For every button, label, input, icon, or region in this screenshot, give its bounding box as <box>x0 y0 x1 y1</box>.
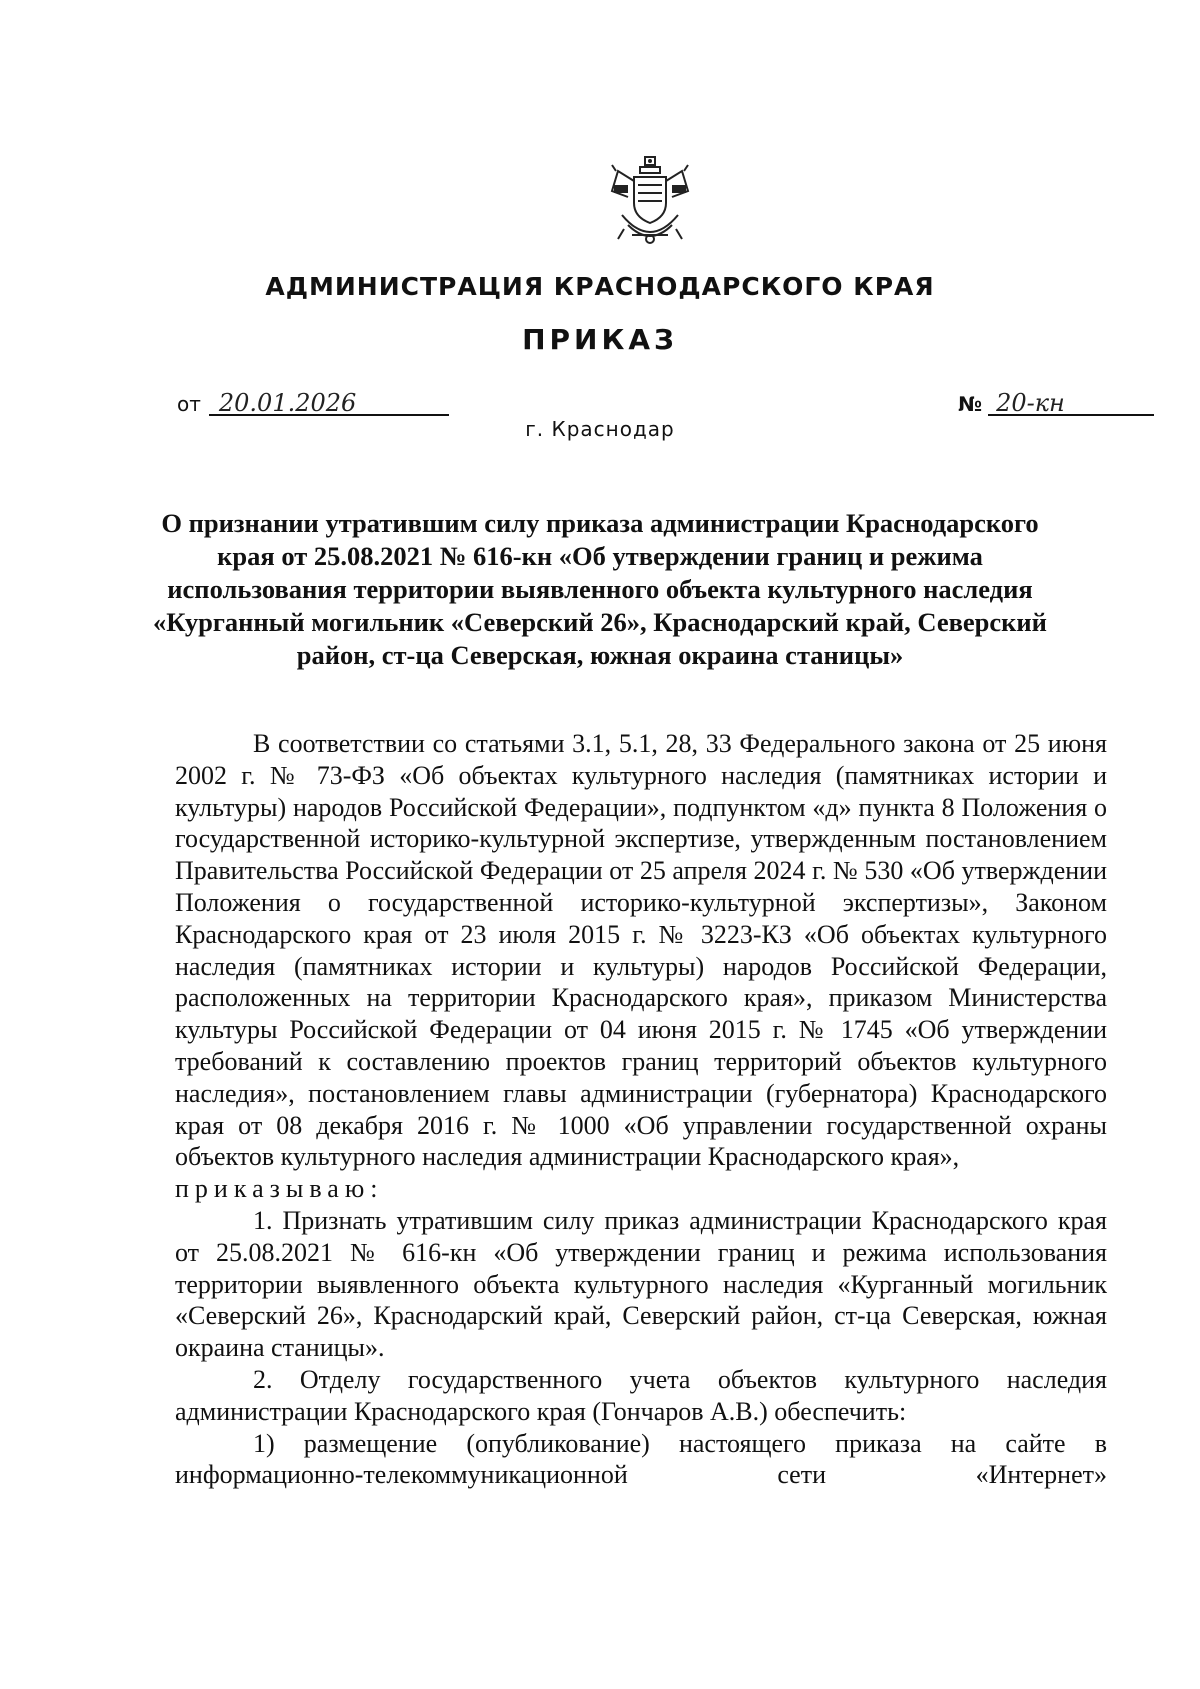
preamble-paragraph: В соответствии со статьями 3.1, 5.1, 28, 33 Федерального закона от 25 июня 2002 г. № 73-ФЗ «Об объектах культурного наследия (памятниках истории и культуры) народов Российской Федерации», подпунктом «д» пункта 8 Положения о государственной историко-культурной экспертизе, утвержденным постановлением Правительства Российской Федерации от 25 апреля 2024 г. № 530 «Об утверждении Положения о государственной историко-культурной экспертизы», Законом Краснодарского края от 23 июля 2015 г. № 3223-КЗ «Об объектах культурного наследия (памятниках истории и культуры) народов Российской Федерации, расположенных на территории Краснодарского края», приказом Министерства культуры Российской Федерации от 04 июня 2015 г. № 1745 «Об утверждении требований к составлению проектов границ территорий объектов культурного наследия», постановлением главы администрации (губернатора) Краснодарского края от 08 декабря 2016 г. № 1000 «Об управлении государственной охраны объектов культурного наследия администрации Краснодарского края», <box>175 729 1107 1172</box>
organization-title: АДМИНИСТРАЦИЯ КРАСНОДАРСКОГО КРАЯ <box>265 272 935 301</box>
order-word: приказываю: <box>175 1174 384 1204</box>
document-type: ПРИКАЗ <box>522 323 678 356</box>
number-value: 20-кн <box>988 390 1154 416</box>
date-prefix: от <box>177 392 201 416</box>
date-value: 20.01.2026 <box>209 390 449 416</box>
document-body <box>175 728 1107 1491</box>
coat-of-arms-icon <box>608 155 692 255</box>
city-name: г. Краснодар <box>525 417 675 441</box>
document-subject: О признании утратившим силу приказа администрации Краснодарского края от 25.08.2021 № 616-кн «Об утверждении границ и режима использования территории выявленного объекта культурного наследия «Курганный могильник «Северский 26», Краснодарский край, Северский район, ст-ца Северская, южная окраина станицы» <box>153 508 1047 670</box>
item-1-paragraph: 1. Признать утратившим силу приказ администрации Краснодарского края от 25.08.2021 № 616-кн «Об утверждении границ и режима использования территории выявленного объекта культурного наследия «Курганный могильник «Северский 26», Краснодарский край, Северский район, ст-ца Северская, южная окраина станицы». <box>175 1205 1107 1363</box>
item-2-paragraph: 2. Отделу государственного учета объектов культурного наследия администрации Краснодарского края (Гончаров А.В.) обеспечить: <box>175 1364 1107 1426</box>
number-prefix: № <box>958 392 983 416</box>
number-field <box>958 390 1154 416</box>
item-2-1-paragraph: 1) размещение (опубликование) настоящего приказа на сайте в информационно-телекоммуникационной сети «Интернет» <box>175 1428 1107 1490</box>
date-field <box>177 390 449 416</box>
